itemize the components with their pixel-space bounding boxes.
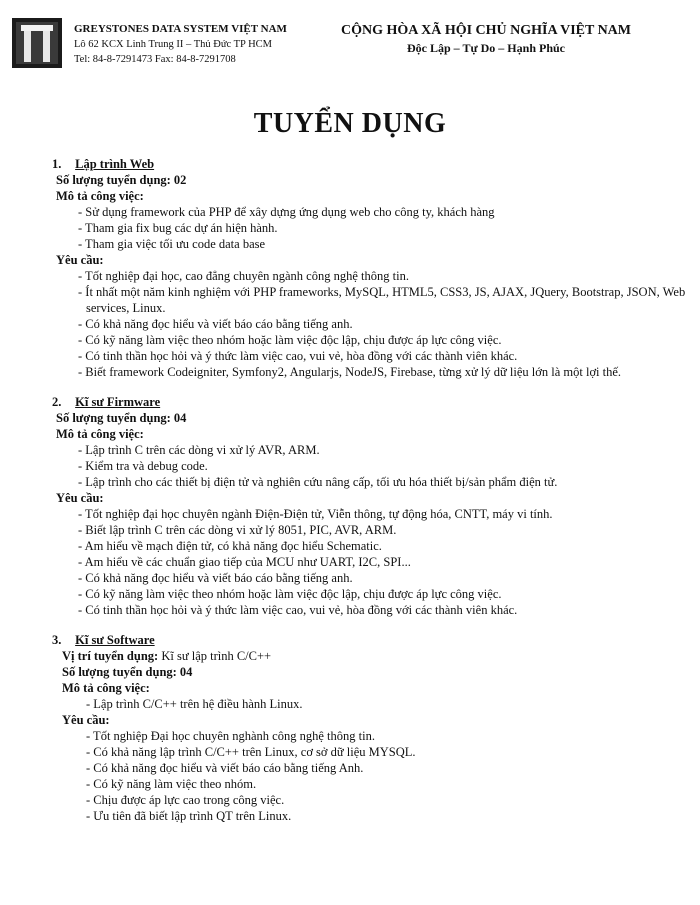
requirements-label: Yêu cầu: <box>56 491 104 505</box>
requirements-label: Yêu cầu: <box>62 713 110 727</box>
list-item: - Lập trình C/C++ trên hệ điều hành Linux. <box>86 697 303 711</box>
section-number: 3. <box>52 633 62 647</box>
job-section-web <box>48 156 688 380</box>
section-title: Kĩ sư Software <box>75 633 155 647</box>
section-title: Lập trình Web <box>75 157 155 171</box>
description-list <box>48 204 688 252</box>
section-number: 2. <box>52 395 62 409</box>
section-heading <box>48 156 688 172</box>
letterhead <box>12 16 688 72</box>
list-item: - Am hiểu về mạch điện tử, có khả năng đọc hiểu Schematic. <box>78 539 382 553</box>
list-item: - Có kỹ năng làm việc theo nhóm hoặc làm việc độc lập, chịu được áp lực công việc. <box>78 333 502 347</box>
quantity-label: Số lượng tuyển dụng: 04 <box>62 665 193 679</box>
section-number: 1. <box>52 157 62 171</box>
list-item: - Ưu tiên đã biết lập trình QT trên Linux. <box>86 809 292 823</box>
list-item: - Có kỹ năng làm việc theo nhóm hoặc làm việc độc lập, chịu được áp lực công việc. <box>78 587 502 601</box>
list-item: - Lập trình C trên các dòng vi xử lý AVR, ARM. <box>78 443 320 457</box>
position-label: Vị trí tuyển dụng: <box>62 649 159 663</box>
job-section-firmware <box>48 394 688 618</box>
list-item: - Có kỹ năng làm việc theo nhóm. <box>86 777 257 791</box>
national-title: CỘNG HÒA XÃ HỘI CHỦ NGHĨA VIỆT NAM <box>340 23 631 38</box>
list-item: - Tham gia việc tối ưu code data base <box>78 237 266 251</box>
list-item: - Có khả năng lập trình C/C++ trên Linux, cơ sở dữ liệu MYSQL. <box>86 745 416 759</box>
company-address: Lô 62 KCX Linh Trung II – Thủ Đức TP HCM <box>74 39 273 50</box>
list-item: - Có tinh thần học hỏi và ý thức làm việc cao, vui vẻ, hòa đồng với các thành viên khác. <box>78 349 518 363</box>
quantity-label: Số lượng tuyển dụng: 02 <box>56 173 187 187</box>
list-item: - Biết lập trình C trên các dòng vi xử lý 8051, PIC, AVR, ARM. <box>78 523 397 537</box>
description-label: Mô tả công việc: <box>56 189 144 203</box>
list-item: - Biết framework Codeigniter, Symfony2, Angularjs, NodeJS, Firebase, từng xử lý dữ liệu lớn là một lợi thế. <box>78 365 622 379</box>
national-slogan: Độc Lập – Tự Do – Hạnh Phúc <box>406 41 565 55</box>
requirements-label: Yêu cầu: <box>56 253 104 267</box>
national-motto <box>326 22 646 56</box>
section-heading <box>48 632 688 648</box>
company-info <box>74 22 287 67</box>
description-list <box>48 696 688 712</box>
list-item: - Có khả năng đọc hiểu và viết báo cáo bằng tiếng anh. <box>78 317 353 331</box>
list-item: - Kiểm tra và debug code. <box>78 459 208 473</box>
page-title: TUYỂN DỤNG <box>253 108 447 139</box>
list-item: - Chịu được áp lực cao trong công việc. <box>86 793 285 807</box>
company-contact: Tel: 84-8-7291473 Fax: 84-8-7291708 <box>74 54 236 65</box>
description-label: Mô tả công việc: <box>56 427 144 441</box>
list-item: - Tốt nghiệp đại học chuyên ngành Điện-Điện tử, Viễn thông, tự động hóa, CNTT, máy vi tính. <box>78 507 553 521</box>
company-logo <box>12 18 62 68</box>
list-item: - Có khả năng đọc hiểu và viết báo cáo bằng tiếng Anh. <box>86 761 364 775</box>
quantity-label: Số lượng tuyển dụng: 04 <box>56 411 187 425</box>
job-section-software <box>48 632 688 824</box>
company-name: GREYSTONES DATA SYSTEM VIỆT NAM <box>74 23 287 35</box>
requirements-list <box>48 728 688 824</box>
description-list <box>48 442 688 490</box>
list-item: - Lập trình cho các thiết bị điện tử và nghiên cứu nâng cấp, tối ưu hóa thiết bị/sản phẩm điện tử. <box>78 475 558 489</box>
list-item: - Tham gia fix bug các dự án hiện hành. <box>78 221 278 235</box>
section-title: Kĩ sư Firmware <box>75 395 161 409</box>
list-item: - Tốt nghiệp đại học, cao đẳng chuyên ngành công nghệ thông tin. <box>78 269 409 283</box>
section-heading <box>48 394 688 410</box>
list-item: - Ít nhất một năm kinh nghiệm với PHP frameworks, MySQL, HTML5, CSS3, JS, AJAX, JQuery, Bootstrap, JSON, Web services, Linux. <box>78 285 686 315</box>
description-label: Mô tả công việc: <box>62 681 150 695</box>
list-item: - Am hiểu về các chuẩn giao tiếp của MCU như UART, I2C, SPI... <box>78 555 411 569</box>
list-item: - Sử dụng framework của PHP để xây dựng ứng dụng web cho công ty, khách hàng <box>78 205 495 219</box>
list-item: - Có khả năng đọc hiểu và viết báo cáo bằng tiếng anh. <box>78 571 353 585</box>
requirements-list <box>48 506 688 618</box>
list-item: - Có tinh thần học hỏi và ý thức làm việc cao, vui vẻ, hòa đồng với các thành viên khác. <box>78 603 518 617</box>
position-line <box>48 648 688 664</box>
requirements-list <box>48 268 688 380</box>
position-value: Kĩ sư lập trình C/C++ <box>161 649 272 663</box>
job-listings <box>48 156 688 838</box>
list-item: - Tốt nghiệp Đại học chuyên nghành công nghệ thông tin. <box>86 729 375 743</box>
